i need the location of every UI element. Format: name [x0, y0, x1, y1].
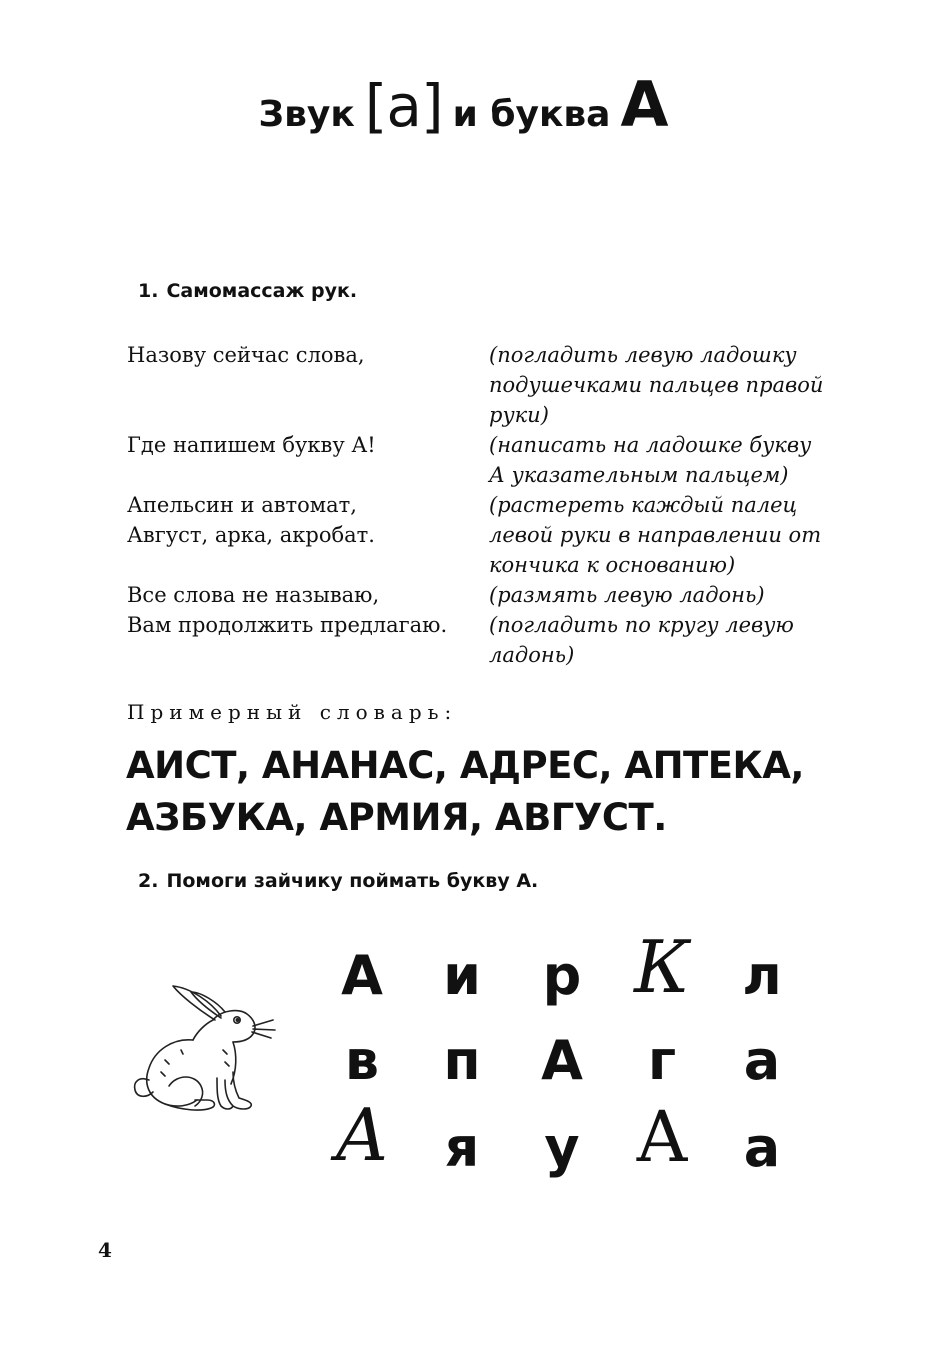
grid-letter[interactable]: а: [743, 1115, 781, 1179]
poem-instruction: (погладить левую ладошку подушечками пальцев правой руки): [489, 343, 824, 427]
poem-row: [127, 580, 847, 610]
poem-instruction: (погладить по кругу левую ладонь): [489, 613, 794, 667]
poem-instruction: левой руки в направлении от кончика к основанию): [489, 523, 822, 577]
grid-letter[interactable]: К: [634, 925, 690, 1009]
vocabulary-label: Примерный словарь:: [127, 700, 458, 724]
poem-row: [127, 490, 847, 520]
vocabulary-line-1: АИСТ, АНАНАС, АДРЕС, АПТЕКА,: [126, 744, 804, 787]
title-word-letter: и буква: [452, 94, 611, 135]
grid-letter[interactable]: у: [544, 1115, 580, 1179]
grid-letter[interactable]: А: [334, 1093, 390, 1177]
poem-line: Апельсин и автомат,: [127, 493, 357, 517]
title-word-sound: Звук: [258, 94, 355, 135]
vocabulary-line-2: АЗБУКА, АРМИЯ, АВГУСТ.: [126, 796, 667, 839]
poem-instruction: (написать на ладошке букву А указательным пальцем): [489, 433, 812, 487]
title-sound-symbol: [а]: [364, 72, 443, 140]
poem-line: Август, арка, акробат.: [127, 523, 375, 547]
section2-number: 2.: [138, 870, 159, 892]
poem-instruction: (размять левую ладонь): [489, 583, 765, 607]
grid-letter[interactable]: А: [541, 1028, 583, 1092]
poem-line: Назову сейчас слова,: [127, 343, 365, 367]
poem-line: Все слова не называю,: [127, 583, 380, 607]
grid-letter[interactable]: А: [341, 943, 383, 1007]
poem-row: [127, 520, 847, 580]
page-title: [0, 68, 927, 158]
poem-line: Где напишем букву А!: [127, 433, 376, 457]
section1-heading-text: Самомассаж рук.: [166, 280, 358, 302]
title-letter: А: [620, 68, 669, 141]
page-number: 4: [98, 1238, 112, 1262]
hare-illustration: [125, 980, 285, 1120]
section1-heading: [138, 280, 357, 302]
poem-row: [127, 340, 847, 430]
grid-letter[interactable]: и: [443, 943, 481, 1007]
vocabulary-words: [126, 740, 846, 844]
letter-grid: [322, 925, 802, 1185]
grid-letter[interactable]: в: [344, 1028, 380, 1092]
grid-letter[interactable]: п: [443, 1028, 481, 1092]
grid-letter[interactable]: а: [743, 1028, 781, 1092]
grid-letter[interactable]: я: [444, 1115, 480, 1179]
grid-letter[interactable]: л: [742, 943, 782, 1007]
section2-heading: [138, 870, 538, 892]
grid-letter[interactable]: А: [635, 1096, 689, 1178]
poem-instruction: (растереть каждый палец: [489, 493, 798, 517]
grid-letter[interactable]: г: [647, 1028, 677, 1092]
poem-row: [127, 610, 847, 670]
poem-row: [127, 430, 847, 490]
massage-poem: [127, 340, 847, 670]
section1-number: 1.: [138, 280, 159, 302]
poem-line: Вам продолжить предлагаю.: [127, 613, 448, 637]
grid-letter[interactable]: р: [542, 943, 582, 1007]
section2-heading-text: Помоги зайчику поймать букву А.: [166, 870, 539, 892]
